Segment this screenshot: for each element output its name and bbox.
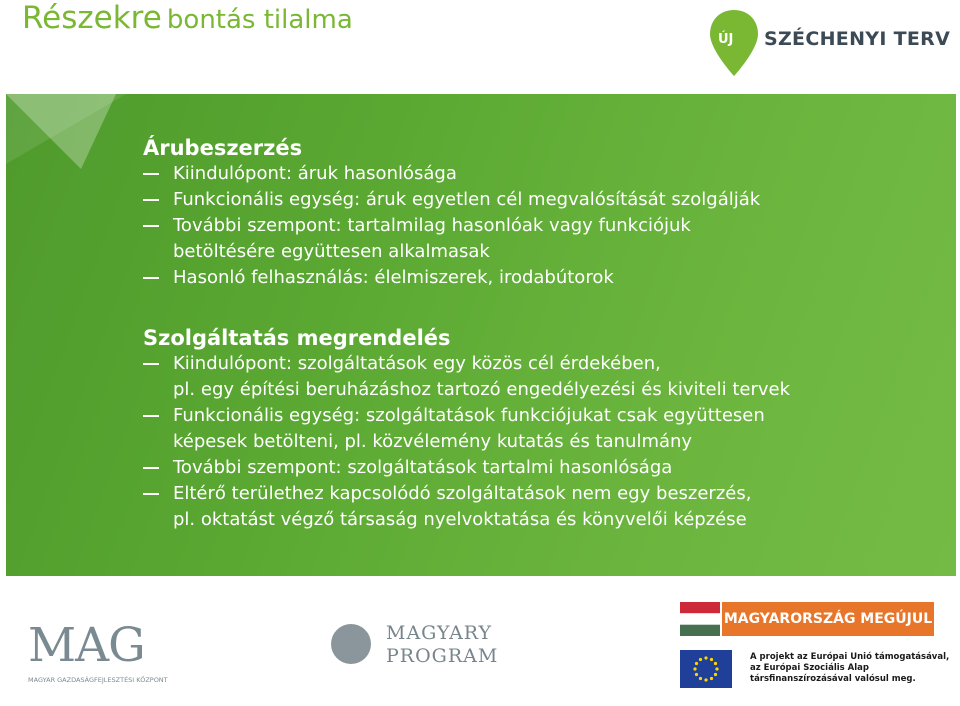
bullet-text-continued: pl. egy építési beruházáshoz tartozó engedélyezési és kiviteli tervek: [173, 379, 791, 400]
eu-note-line: társfinanszírozásával valósul meg.: [750, 674, 916, 684]
mag-logo-subtitle: MAGYAR GAZDASÁGFEJLESZTÉSI KÖZPONT: [28, 676, 168, 684]
map-pin-icon: [708, 8, 760, 78]
eu-flag-icon: [680, 650, 732, 688]
bullet-text: Eltérő területhez kapcsolódó szolgáltatások nem egy beszerzés,: [173, 483, 752, 504]
bullet-text-continued: képesek betölteni, pl. közvélemény kutatás és tanulmány: [173, 431, 693, 452]
magyary-program-logo: [331, 620, 501, 670]
magyarorszag-megujul-banner: [676, 596, 946, 644]
bullet-item: [143, 213, 933, 265]
section-heading: Árubeszerzés: [143, 136, 303, 160]
section-heading: Szolgáltatás megrendelés: [143, 326, 451, 350]
mag-logo: [24, 618, 184, 690]
eu-note-line: az Európai Szociális Alap: [750, 663, 869, 673]
dash-bullet-icon: [143, 467, 159, 469]
dash-bullet-icon: [143, 493, 159, 495]
bullet-item: [143, 481, 933, 533]
bullet-item: [143, 161, 933, 187]
slide-content: [143, 135, 933, 533]
bullet-item: [143, 351, 933, 403]
szechenyi-terv-logo: [708, 8, 951, 82]
magyary-emblem-icon: [331, 624, 371, 664]
dash-bullet-icon: [143, 415, 159, 417]
dash-bullet-icon: [143, 199, 159, 201]
bullet-text-continued: pl. oktatást végző társaság nyelvoktatása és könyvelői képzése: [173, 509, 747, 530]
mag-logo-text: MAG: [28, 618, 145, 673]
slide-title-main: Részekre: [22, 0, 162, 36]
bullet-item: [143, 455, 933, 481]
banner-text: MAGYARORSZÁG MEGÚJUL: [722, 602, 934, 636]
bullet-list: [143, 351, 933, 533]
eu-funding-note: [750, 652, 949, 685]
bullet-item: [143, 265, 933, 291]
eu-note-line: A projekt az Európai Unió támogatásával,: [750, 652, 950, 662]
bullet-text: További szempont: szolgáltatások tartalmi hasonlósága: [173, 457, 673, 478]
slide-title-rest: bontás tilalma: [166, 5, 353, 35]
slide-title: [22, 0, 353, 42]
bullet-list: [143, 161, 933, 291]
logo-name-text: SZÉCHENYI TERV: [764, 28, 951, 50]
logo-uj-text: ÚJ: [718, 32, 734, 47]
bullet-text: Funkcionális egység: áruk egyetlen cél megvalósítását szolgálják: [173, 189, 761, 210]
magyary-line1: MAGYARY: [386, 622, 493, 644]
dash-bullet-icon: [143, 173, 159, 175]
bullet-text: Hasonló felhasználás: élelmiszerek, irodabútorok: [173, 267, 614, 288]
bullet-text: További szempont: tartalmilag hasonlóak vagy funkciójuk: [173, 215, 691, 236]
bullet-text: Funkcionális egység: szolgáltatások funkciójukat csak együttesen: [173, 405, 765, 426]
bullet-text: Kiindulópont: áruk hasonlósága: [173, 163, 457, 184]
hungarian-flag-icon: [680, 602, 720, 636]
dash-bullet-icon: [143, 363, 159, 365]
bullet-text: Kiindulópont: szolgáltatások egy közös cél érdekében,: [173, 353, 661, 374]
bullet-text-continued: betöltésére együttesen alkalmasak: [173, 241, 490, 262]
dash-bullet-icon: [143, 277, 159, 279]
bullet-item: [143, 187, 933, 213]
bullet-item: [143, 403, 933, 455]
dash-bullet-icon: [143, 225, 159, 227]
magyary-line2: PROGRAM: [386, 645, 499, 667]
